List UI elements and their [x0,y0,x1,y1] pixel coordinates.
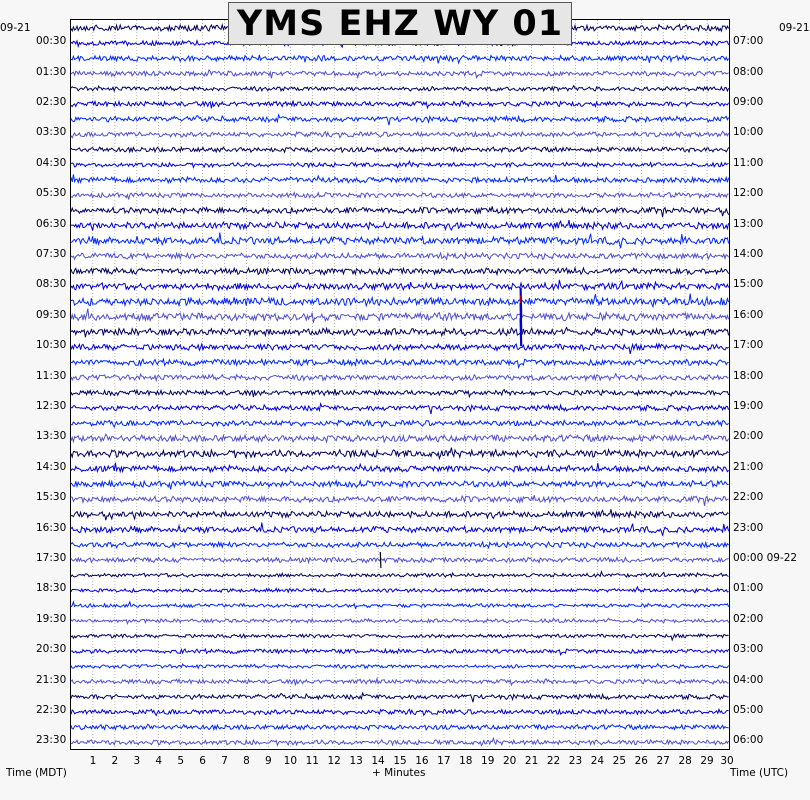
right-time-tick: 05:00 [733,704,764,716]
right-time-tick: 04:00 [733,673,764,686]
left-time-tick: 00:30 [36,35,67,48]
minute-tick-label: 18 [459,755,473,767]
left-time-tick: 06:30 [36,217,67,230]
minute-tick-label: 15 [393,755,407,767]
left-time-tick: 17:30 [36,552,67,564]
left-time-tick: 16:30 [36,521,67,534]
trace-row-44 [71,693,729,702]
right-time-tick: 10:00 [733,126,764,139]
minute-tick-label: 1 [89,755,97,767]
left-time-tick: 14:30 [36,460,67,473]
minute-tick-label: 10 [283,755,298,767]
right-time-tick: 08:00 [733,65,764,78]
minute-tick-label: 30 [720,755,734,767]
right-time-tick: 00:00 09-22 [733,552,798,564]
trace-row-10 [71,175,729,183]
minute-tick-label: 5 [177,755,184,767]
left-time-tick: 05:30 [36,187,67,200]
right-time-tick: 02:00 [733,612,764,625]
minute-tick-label: 26 [634,755,648,767]
right-time-tick: 11:00 [733,156,764,169]
left-time-tick: 04:30 [36,156,67,169]
left-time-tick: 11:30 [36,369,67,382]
minute-tick-label: 17 [437,755,451,767]
minute-tick-label: 21 [524,755,539,767]
left-time-tick: 19:30 [36,612,67,625]
left-time-tick: 03:30 [36,126,67,139]
trace-row-11 [71,193,729,200]
right-time-tick: 21:00 [733,460,764,473]
left-time-tick: 07:30 [36,248,67,260]
right-time-tick: 18:00 [733,369,764,382]
minute-tick-label: 24 [590,755,605,767]
minute-tick-label: 13 [349,755,363,767]
minute-tick-label: 8 [243,755,250,767]
minute-tick-label: 12 [327,755,341,767]
right-axis-label: Time (UTC) [730,767,789,779]
trace-row-25 [71,404,729,414]
minute-tick-label: 23 [568,755,583,767]
minute-tick-label: 16 [415,755,429,767]
minute-tick-label: 7 [221,755,228,767]
left-time-tick: 22:30 [36,704,67,716]
right-time-tick: 06:00 [733,734,764,747]
right-date-label: 09-21 [779,22,810,34]
trace-row-15 [71,253,729,259]
left-time-tick: 21:30 [36,673,67,686]
left-time-tick: 18:30 [36,582,67,595]
event-spike-2 [521,318,522,346]
minute-tick-label: 28 [678,755,692,767]
trace-row-40 [71,634,729,640]
minute-tick-label: 29 [700,755,714,767]
right-time-tick: 01:00 [733,582,764,595]
trace-row-42 [71,664,729,669]
minute-tick-label: 11 [305,755,319,767]
trace-row-7 [71,131,729,137]
minute-tick-label: 19 [481,755,495,767]
left-time-tick: 12:30 [36,400,67,412]
left-time-tick: 02:30 [36,96,67,108]
right-time-tick: 13:00 [733,217,764,230]
right-time-tick: 19:00 [733,400,764,412]
left-time-tick: 13:30 [36,430,67,443]
left-time-tick: 15:30 [36,491,67,504]
trace-row-43 [71,679,729,686]
left-time-tick: 20:30 [36,643,67,656]
right-time-tick: 23:00 [733,521,764,534]
left-time-tick: 01:30 [36,65,67,78]
event-spike-3 [380,552,381,568]
minute-tick-label: 9 [265,755,272,767]
left-time-tick: 09:30 [36,308,67,321]
left-time-tick: 08:30 [36,278,67,291]
minute-tick-label: 25 [612,755,627,767]
minute-tick-label: 22 [546,755,561,767]
trace-row-16 [71,268,729,275]
left-time-tick: 23:30 [36,734,67,747]
right-time-tick: 12:00 [733,187,764,200]
helicorder-plot [70,19,730,750]
left-axis-label: Time (MDT) [6,767,67,779]
left-time-tick: 10:30 [36,339,67,352]
minute-tick-label: 14 [371,755,385,767]
right-time-tick: 09:00 [733,96,764,108]
right-time-tick: 03:00 [733,643,764,656]
right-time-tick: 07:00 [733,35,764,48]
chart-title: YMS EHZ WY 01 [236,3,564,44]
minute-tick-label: 6 [199,755,206,767]
minute-tick-label: 20 [502,755,517,767]
trace-row-47 [71,738,729,745]
trace-row-21 [71,344,729,354]
trace-canvas [71,20,729,749]
minute-tick-label: 3 [133,755,141,767]
trace-row-45 [71,709,729,715]
trace-row-31 [71,495,729,506]
minute-tick-label: 4 [155,755,163,767]
trace-row-22 [71,359,729,367]
minute-tick-label: 2 [111,755,119,767]
title-box [228,2,572,45]
right-time-tick: 17:00 [733,339,764,352]
left-date-label: 09-21 [0,22,31,34]
right-time-tick: 16:00 [733,308,764,321]
trace-row-18 [71,294,729,307]
right-time-tick: 14:00 [733,248,764,260]
minute-tick-label: 27 [656,755,670,767]
bottom-axis-label: + Minutes [372,767,426,779]
right-time-tick: 20:00 [733,430,764,443]
right-time-tick: 22:00 [733,491,764,504]
right-time-tick: 15:00 [733,278,764,291]
